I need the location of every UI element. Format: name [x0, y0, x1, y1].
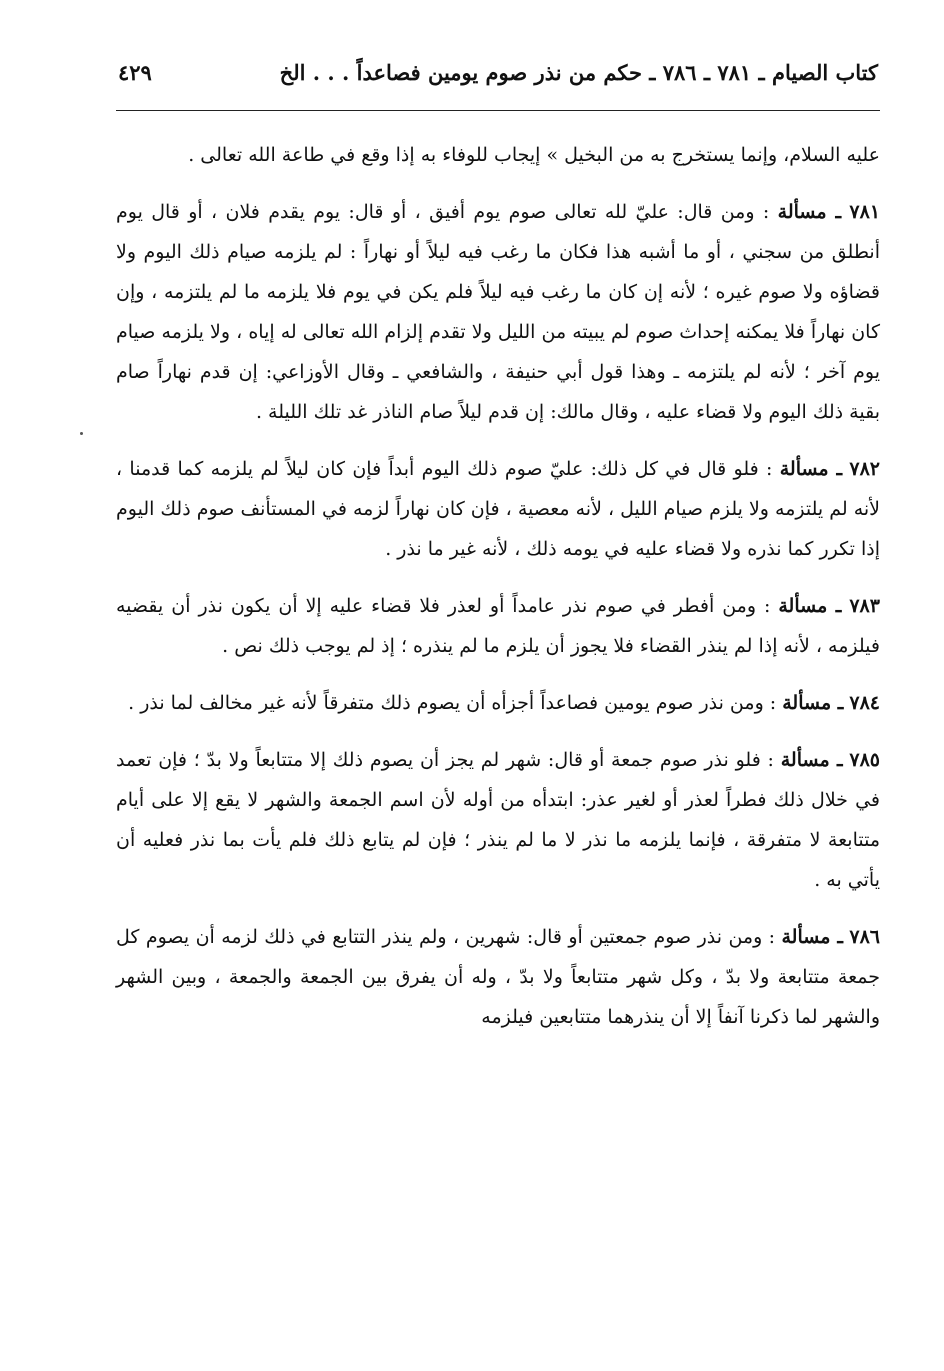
issue-784-paragraph — [116, 683, 880, 723]
issue-dash: ـ — [827, 595, 842, 617]
issue-number: ٧٨٣ — [849, 595, 880, 617]
issue-text: : ومن قال: عليّ لله تعالى صوم يوم أفيق ، أو قال: يوم يقدم فلان ، أو قال يوم أنطلق من سجني ، أو ما أشبه هذا فكان ما رغب فيه ليلاً أو نهاراً : لم يلزمه صيام ذلك اليوم ولا قضاؤه ولا صوم غيره ؛ لأنه إن كان ما رغب فيه ليلاً فلم يكن في يوم فلا يلزمه ما لم يلتزمه ، وإن كان نهاراً فلا يمكنه إحداث صوم لم يبيته من الليل ولا تقدم إلزام الله تعالى له إياه ، ولا يلزمه صيام يوم آخر ؛ لأنه لم يلتزمه ـ وهذا قول أبي حنيفة ، والشافعي ـ وقال الأوزاعي: إن قدم نهاراً صام بقية ذلك اليوم ولا قضاء عليه ، وقال مالك: إن قدم ليلاً صام الناذر غد تلك الليلة . — [116, 201, 880, 423]
issue-number: ٧٨٢ — [849, 458, 881, 480]
issue-number: ٧٨٤ — [849, 692, 880, 714]
issue-dash: ـ — [830, 926, 843, 948]
issue-dash: ـ — [831, 692, 844, 714]
issue-text: : فلو قال في كل ذلك: عليّ صوم ذلك اليوم أبداً فإن كان ليلاً لم يلزمه كما قدمنا ، لأنه لم يلتزمه ولا يلزم صيام الليل ، لأنه معصية ، فإن كان نهاراً لزمه في المستأنف صوم ذلك اليوم إذا تكرر كما نذره ولا قضاء عليه في يومه ذلك ، لأنه غير ما نذر . — [116, 458, 880, 560]
issue-text: : ومن نذر صوم جمعتين أو قال: شهرين ، ولم ينذر التتابع في ذلك لزمه أن يصوم كل جمعة متتابعة ولا بدّ ، وكل شهر متتابعاً ولا بدّ ، وله أن يفرق بين الجمعة والجمعة ، وبين الشهر والشهر لما ذكرنا آنفاً إلا أن ينذرهما متتابعين فيلزمه — [116, 926, 880, 1028]
issue-label: مسألة — [778, 595, 828, 617]
issue-label: مسألة — [777, 201, 827, 223]
header-rule — [116, 110, 880, 111]
intro-paragraph: عليه السلام، وإنما يستخرج به من البخيل » إيجاب للوفاء به إذا وقع في طاعة الله تعالى . — [188, 144, 880, 166]
page-number: ٤٢٩ — [118, 60, 152, 85]
issue-786-paragraph — [116, 917, 880, 1037]
body-text — [116, 135, 880, 1054]
running-title: كتاب الصيام ـ ٧٨١ ـ ٧٨٦ ـ حكم من نذر صوم يومين فصاعداً . . . الخ — [279, 60, 878, 85]
issue-label: مسألة — [779, 458, 829, 480]
issue-785-paragraph — [116, 740, 880, 900]
issue-dash: ـ — [826, 201, 842, 223]
issue-label: مسألة — [780, 749, 830, 771]
scan-speck — [80, 432, 83, 435]
issue-number: ٧٨٦ — [849, 926, 881, 948]
issue-783-paragraph — [116, 586, 880, 666]
issue-text: : ومن أفطر في صوم نذر عامداً أو لعذر فلا قضاء عليه إلا أن يكون نذر أن يقضيه فيلزمه ، لأنه إذا لم ينذر القضاء فلا يجوز أن يلزم ما لم ينذره ؛ إذ لم يوجب ذلك نص . — [116, 595, 880, 657]
page-header — [118, 56, 878, 106]
issue-number: ٧٨١ — [849, 201, 881, 223]
issue-label: مسألة — [782, 692, 832, 714]
issue-label: مسألة — [781, 926, 831, 948]
issue-782-paragraph — [116, 449, 880, 569]
issue-dash: ـ — [829, 749, 843, 771]
issue-781-paragraph — [116, 192, 880, 432]
issue-number: ٧٨٥ — [849, 749, 880, 771]
issue-text: : فلو نذر صوم جمعة أو قال: شهر لم يجز أن يصوم ذلك إلا متتابعاً ولا بدّ ؛ فإن تعمد في خلال ذلك فطراً لعذر أو لغير عذر: ابتدأه من أوله لأن اسم الجمعة والشهر لا يقع إلا على أيام متتابعة لا متفرقة ، فإنما يلزمه ما نذر لا ما لم ينذر ؛ فإن لم يتابع ذلك فلم يأت بما نذر فعليه أن يأتي به . — [116, 749, 880, 891]
issue-text: : ومن نذر صوم يومين فصاعداً أجزأه أن يصوم ذلك متفرقاً لأنه غير مخالف لما نذر . — [128, 692, 777, 714]
issue-dash: ـ — [828, 458, 843, 480]
